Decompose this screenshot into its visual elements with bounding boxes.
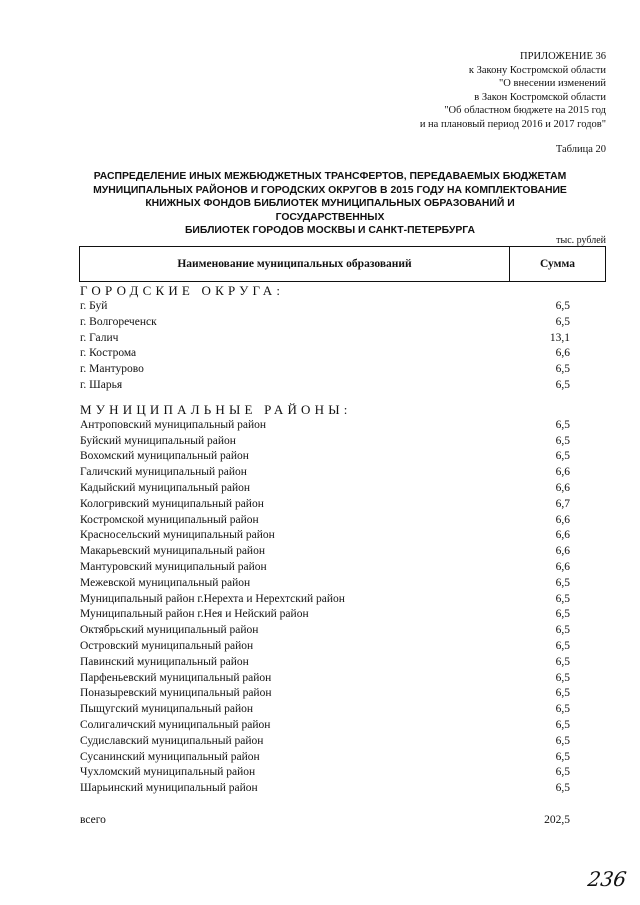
row-name: Муниципальный район г.Нея и Нейский район: [80, 608, 309, 621]
table-row: [80, 560, 570, 576]
table-row: [80, 718, 570, 734]
row-value: 6,5: [555, 655, 570, 668]
section-title: МУНИЦИПАЛЬНЫЕ РАЙОНЫ:: [80, 401, 352, 417]
header-line: к Закону Костромской области: [468, 64, 606, 76]
table-row: [80, 639, 570, 655]
row-name: Макарьевский муниципальный район: [80, 545, 265, 558]
total-row: [80, 813, 570, 829]
table-row: [80, 607, 570, 623]
row-name: Галичский муниципальный район: [80, 466, 247, 479]
table-row: [80, 434, 570, 450]
row-value: 6,5: [555, 718, 570, 731]
table-row: [80, 528, 570, 544]
table-row: [80, 592, 570, 608]
header-line: в Закон Костромской области: [474, 91, 606, 103]
row-value: 6,5: [555, 363, 570, 376]
total-value: 202,5: [544, 813, 570, 826]
row-value: 6,5: [555, 592, 570, 605]
column-header-name: Наименование муниципальных образований: [80, 247, 510, 281]
header-line: и на плановый период 2016 и 2017 годов": [419, 118, 606, 130]
table-row: [80, 702, 570, 718]
row-value: 6,5: [555, 418, 570, 431]
row-name: Вохомский муниципальный район: [80, 450, 249, 463]
table-row: [80, 497, 570, 513]
row-value: 6,5: [555, 750, 570, 763]
row-name: Антроповский муниципальный район: [80, 418, 267, 431]
row-value: 6,5: [555, 608, 570, 621]
column-header-sum: Сумма: [540, 258, 575, 270]
row-value: 6,7: [555, 497, 570, 510]
table-row: [80, 299, 570, 315]
row-name: Поназыревский муниципальный район: [80, 687, 272, 700]
row-name: Межевской муниципальный район: [80, 576, 251, 589]
row-value: 6,5: [555, 734, 570, 747]
section-title: ГОРОДСКИЕ ОКРУГА:: [80, 283, 285, 298]
row-name: Красносельский муниципальный район: [80, 529, 275, 542]
header-line: ПРИЛОЖЕНИЕ 36: [520, 51, 606, 62]
row-name: Кадыйский муниципальный район: [80, 481, 251, 494]
row-name: Пыщугский муниципальный район: [80, 703, 254, 716]
table-row: [80, 781, 570, 797]
table-row: [80, 750, 570, 766]
row-value: 6,6: [555, 481, 570, 494]
table-row: [80, 449, 570, 465]
row-value: 6,6: [555, 529, 570, 542]
row-value: 6,5: [555, 300, 570, 312]
row-value: 6,6: [555, 545, 570, 558]
title-line: КНИЖНЫХ ФОНДОВ БИБЛИОТЕК МУНИЦИПАЛЬНЫХ ОБРАЗОВАНИЙ И ГОСУДАРСТВЕННЫХ: [145, 198, 515, 223]
total-label: всего: [80, 813, 106, 826]
title-line: БИБЛИОТЕК ГОРОДОВ МОСКВЫ И САНКТ-ПЕТЕРБУРГА: [184, 225, 476, 236]
row-name: Островский муниципальный район: [80, 639, 254, 652]
row-name: Шарьинский муниципальный район: [80, 782, 258, 795]
row-value: 6,6: [555, 560, 570, 573]
row-value: 6,6: [555, 513, 570, 526]
table-body: [80, 283, 570, 829]
table-label: Таблица 20: [555, 144, 606, 155]
row-value: 6,5: [555, 639, 570, 652]
table-row: [80, 686, 570, 702]
table-row: [80, 481, 570, 497]
table-row: [80, 418, 570, 434]
row-name: Мантуровский муниципальный район: [80, 560, 267, 573]
section-gap: [80, 394, 570, 402]
row-value: 6,5: [555, 782, 570, 795]
row-value: 6,6: [555, 347, 570, 360]
row-value: 6,5: [555, 624, 570, 637]
row-name: г. Галич: [80, 331, 119, 344]
row-name: Муниципальный район г.Нерехта и Нерехтский район: [80, 592, 345, 605]
row-name: Костромской муниципальный район: [80, 513, 259, 526]
table-row: [80, 734, 570, 750]
table-row: [80, 331, 570, 347]
row-name: Кологривский муниципальный район: [80, 497, 264, 510]
row-value: 6,5: [555, 450, 570, 463]
row-name: г. Мантурово: [80, 363, 144, 376]
unit-label: тыс. рублей: [556, 235, 606, 246]
row-name: г. Кострома: [80, 347, 137, 360]
row-value: 6,6: [555, 466, 570, 479]
row-name: Парфеньевский муниципальный район: [80, 671, 272, 684]
table-row: [80, 378, 570, 394]
table-row: [80, 671, 570, 687]
title-line: МУНИЦИПАЛЬНЫХ РАЙОНОВ И ГОРОДСКИХ ОКРУГОВ В 2015 ГОДУ НА КОМПЛЕКТОВАНИЕ: [93, 184, 567, 196]
row-name: Сусанинский муниципальный район: [80, 750, 260, 763]
table-row: [80, 544, 570, 560]
row-value: 6,5: [555, 687, 570, 700]
row-value: 6,5: [555, 378, 570, 391]
row-value: 6,5: [555, 315, 570, 328]
row-value: 6,5: [555, 671, 570, 684]
header-line: "О внесении изменений: [499, 78, 606, 89]
table-row: [80, 576, 570, 592]
document-title: [90, 170, 570, 238]
table-row: [80, 513, 570, 529]
table-row: [80, 465, 570, 481]
row-name: г. Волгореченск: [80, 315, 157, 328]
row-value: 6,5: [555, 703, 570, 716]
table-header: [79, 246, 606, 282]
row-value: 6,5: [555, 434, 570, 447]
header-line: "Об областном бюджете на 2015 год: [444, 105, 606, 116]
table-row: [80, 346, 570, 362]
row-name: Чухломский муниципальный район: [80, 766, 256, 779]
table-row: [80, 315, 570, 331]
row-name: Павинский муниципальный район: [80, 655, 249, 668]
table-row: [80, 623, 570, 639]
table-row: [80, 765, 570, 781]
appendix-header: [420, 50, 606, 131]
row-name: г. Буй: [80, 300, 108, 312]
row-name: г. Шарья: [80, 378, 123, 391]
row-value: 13,1: [549, 331, 570, 344]
page-number: 236: [586, 867, 628, 891]
table-row: [80, 362, 570, 378]
row-name: Октябрьский муниципальный район: [80, 624, 259, 637]
table-row: [80, 655, 570, 671]
row-name: Буйский муниципальный район: [80, 434, 236, 447]
row-name: Судиславский муниципальный район: [80, 734, 264, 747]
row-value: 6,5: [555, 766, 570, 779]
title-line: РАСПРЕДЕЛЕНИЕ ИНЫХ МЕЖБЮДЖЕТНЫХ ТРАНСФЕРТОВ, ПЕРЕДАВАЕМЫХ БЮДЖЕТАМ: [93, 171, 567, 182]
row-value: 6,5: [555, 576, 570, 589]
row-name: Солигаличский муниципальный район: [80, 718, 271, 731]
